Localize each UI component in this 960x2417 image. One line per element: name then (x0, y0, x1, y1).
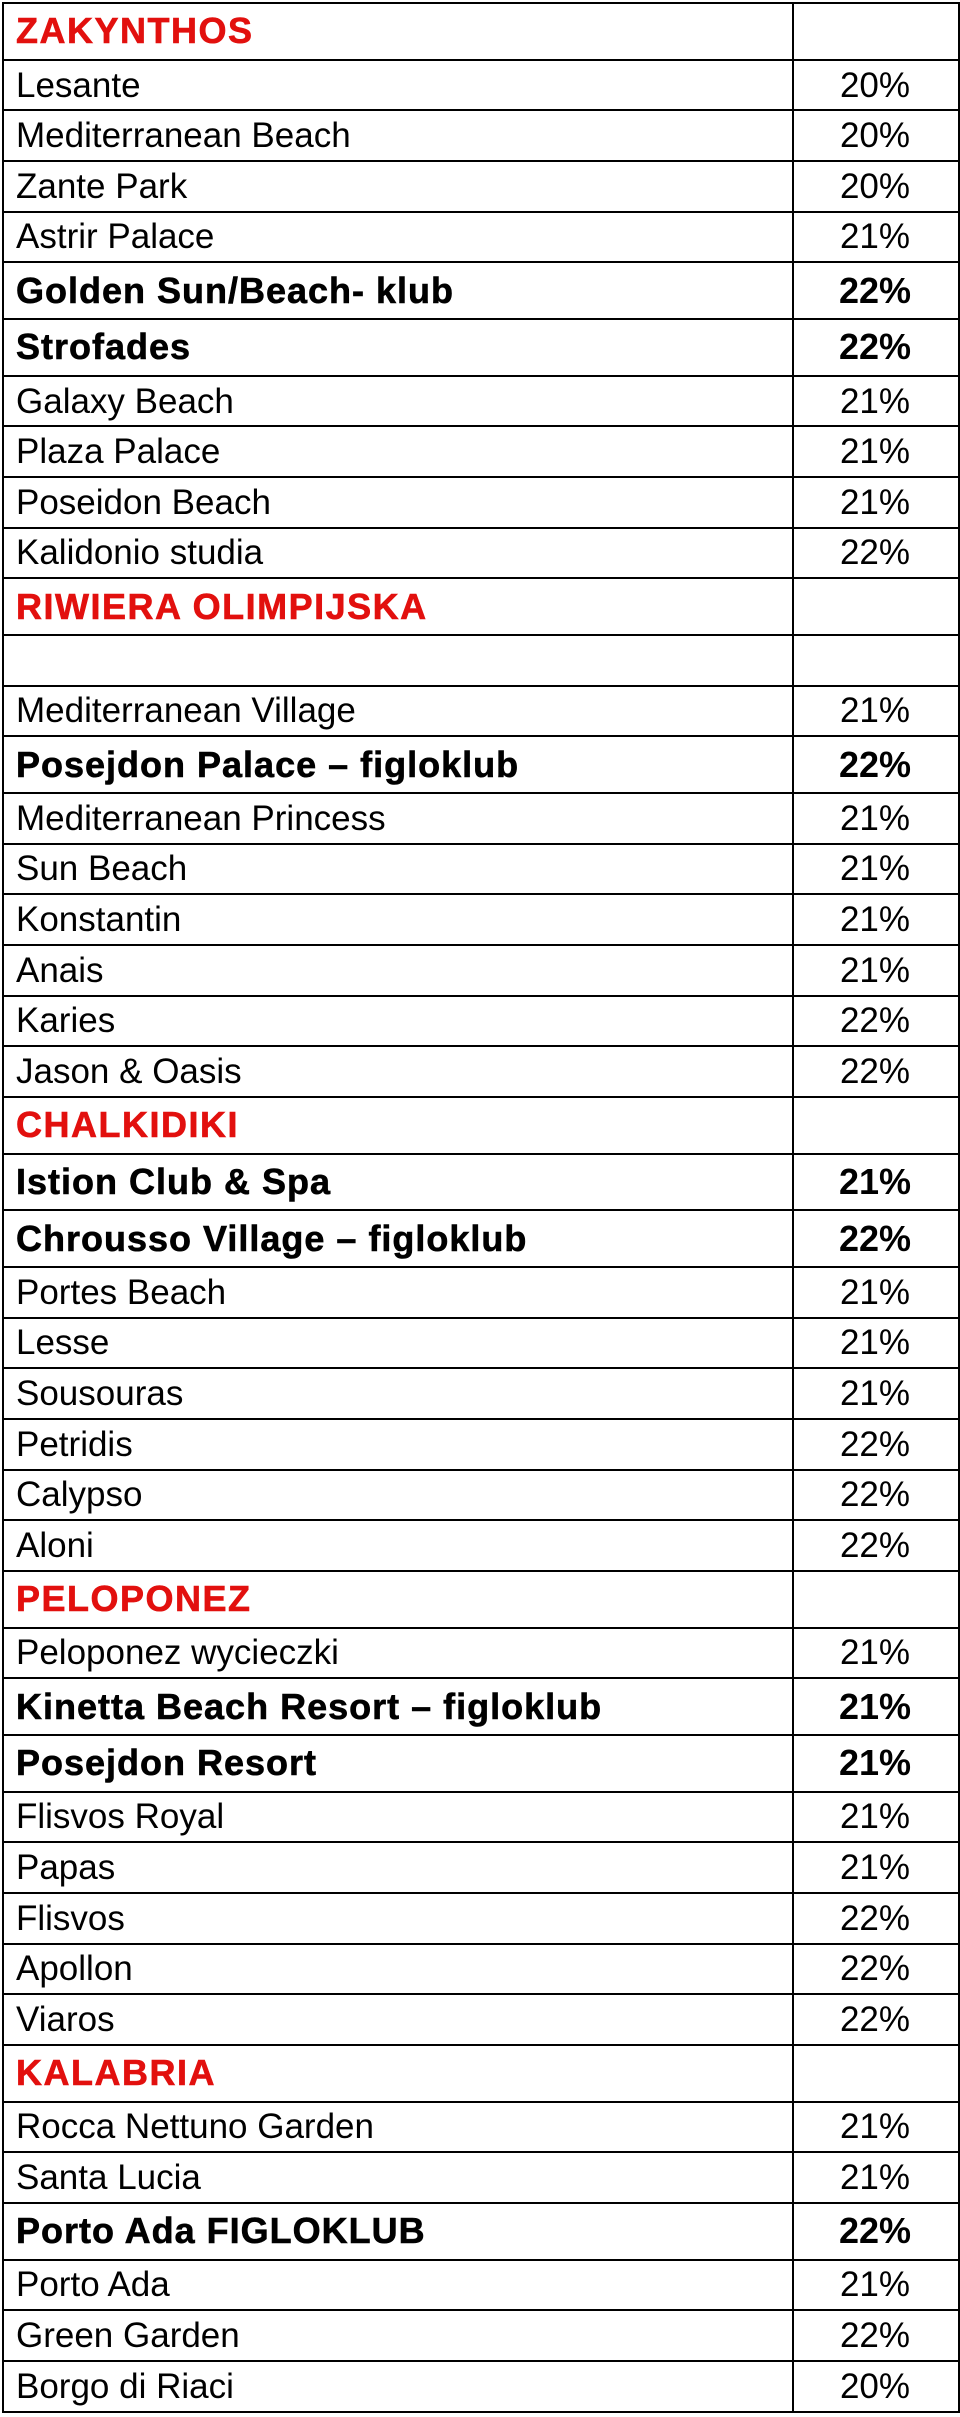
discount-value: 22% (793, 1046, 959, 1097)
discount-value: 21% (793, 2260, 959, 2311)
hotel-name: Sousouras (3, 1368, 793, 1419)
discount-value: 21% (793, 844, 959, 895)
discount-value: 22% (793, 2310, 959, 2361)
discount-value: 22% (793, 1520, 959, 1571)
discount-value: 21% (793, 1678, 959, 1735)
hotel-name: Porto Ada FIGLOKLUB (3, 2203, 793, 2260)
hotel-row (3, 793, 959, 844)
hotel-row (3, 844, 959, 895)
hotel-name: Zante Park (3, 161, 793, 212)
section-header-row-zakynthos (3, 3, 959, 60)
discount-value: 20% (793, 60, 959, 111)
hotel-row (3, 1210, 959, 1267)
hotel-row (3, 319, 959, 376)
hotel-name: Galaxy Beach (3, 376, 793, 427)
section-header-empty-cell (793, 1571, 959, 1628)
hotel-name: Flisvos Royal (3, 1792, 793, 1843)
hotel-row (3, 477, 959, 528)
hotel-name: Porto Ada (3, 2260, 793, 2311)
discount-value: 21% (793, 1792, 959, 1843)
discount-value: 22% (793, 1210, 959, 1267)
hotel-row (3, 2310, 959, 2361)
hotel-name: Mediterranean Village (3, 686, 793, 737)
discount-value: 22% (793, 319, 959, 376)
section-header-empty-cell (793, 1097, 959, 1154)
hotel-name: Strofades (3, 319, 793, 376)
hotel-row (3, 1792, 959, 1843)
hotel-row (3, 1368, 959, 1419)
hotel-name: Apollon (3, 1944, 793, 1995)
hotel-name: Jason & Oasis (3, 1046, 793, 1097)
section-header-row-riwiera-olimpijska (3, 578, 959, 635)
discount-value: 22% (793, 262, 959, 319)
discount-value: 21% (793, 1628, 959, 1679)
hotel-name: Flisvos (3, 1893, 793, 1944)
hotel-name: Karies (3, 996, 793, 1047)
section-title: KALABRIA (3, 2045, 793, 2102)
hotel-row (3, 1678, 959, 1735)
hotel-name: Viaros (3, 1994, 793, 2045)
discount-value: 20% (793, 161, 959, 212)
discount-value: 22% (793, 1893, 959, 1944)
hotel-row (3, 262, 959, 319)
discount-value: 21% (793, 1154, 959, 1211)
hotel-name: Posejdon Resort (3, 1735, 793, 1792)
section-title: RIWIERA OLIMPIJSKA (3, 578, 793, 635)
discount-value: 22% (793, 1419, 959, 1470)
discount-value: 21% (793, 212, 959, 263)
hotel-name: Papas (3, 1842, 793, 1893)
discount-value: 21% (793, 686, 959, 737)
hotel-row (3, 426, 959, 477)
hotel-name: Sun Beach (3, 844, 793, 895)
section-header-row-chalkidiki (3, 1097, 959, 1154)
hotel-name: Astrir Palace (3, 212, 793, 263)
hotel-row (3, 736, 959, 793)
hotel-row (3, 110, 959, 161)
hotel-name: Kinetta Beach Resort – figloklub (3, 1678, 793, 1735)
hotel-row (3, 1267, 959, 1318)
hotel-row (3, 1318, 959, 1369)
discount-value: 22% (793, 528, 959, 579)
hotel-row (3, 212, 959, 263)
hotel-name: Kalidonio studia (3, 528, 793, 579)
discount-value: 21% (793, 376, 959, 427)
hotel-name: Calypso (3, 1470, 793, 1521)
hotel-discount-table (2, 2, 960, 2413)
hotel-name: Borgo di Riaci (3, 2361, 793, 2412)
hotel-row (3, 1154, 959, 1211)
hotel-row (3, 1944, 959, 1995)
empty-cell (793, 635, 959, 686)
hotel-row (3, 2361, 959, 2412)
hotel-row (3, 376, 959, 427)
discount-value: 21% (793, 426, 959, 477)
hotel-row (3, 161, 959, 212)
hotel-row (3, 2102, 959, 2153)
section-header-row-kalabria (3, 2045, 959, 2102)
discount-value: 21% (793, 1368, 959, 1419)
discount-value: 22% (793, 1470, 959, 1521)
hotel-name: Lesse (3, 1318, 793, 1369)
empty-cell (3, 635, 793, 686)
hotel-row (3, 1735, 959, 1792)
discount-value: 21% (793, 1318, 959, 1369)
hotel-row (3, 1046, 959, 1097)
hotel-row (3, 686, 959, 737)
hotel-name: Mediterranean Princess (3, 793, 793, 844)
hotel-name: Green Garden (3, 2310, 793, 2361)
hotel-name: Posejdon Palace – figloklub (3, 736, 793, 793)
section-title: CHALKIDIKI (3, 1097, 793, 1154)
discount-value: 21% (793, 1842, 959, 1893)
hotel-name: Konstantin (3, 894, 793, 945)
hotel-name: Plaza Palace (3, 426, 793, 477)
hotel-name: Aloni (3, 1520, 793, 1571)
hotel-name: Istion Club & Spa (3, 1154, 793, 1211)
hotel-name: Rocca Nettuno Garden (3, 2102, 793, 2153)
hotel-row (3, 1419, 959, 1470)
blank-row (3, 635, 959, 686)
discount-value: 21% (793, 945, 959, 996)
section-header-empty-cell (793, 2045, 959, 2102)
hotel-row (3, 1893, 959, 1944)
section-header-empty-cell (793, 3, 959, 60)
hotel-row (3, 1842, 959, 1893)
discount-value: 22% (793, 1994, 959, 2045)
hotel-name: Portes Beach (3, 1267, 793, 1318)
hotel-row (3, 60, 959, 111)
discount-value: 22% (793, 736, 959, 793)
hotel-row (3, 996, 959, 1047)
discount-value: 21% (793, 793, 959, 844)
discount-value: 21% (793, 1735, 959, 1792)
discount-value: 20% (793, 2361, 959, 2412)
hotel-name: Petridis (3, 1419, 793, 1470)
hotel-name: Poseidon Beach (3, 477, 793, 528)
section-header-row-peloponez (3, 1571, 959, 1628)
hotel-name: Santa Lucia (3, 2152, 793, 2203)
hotel-name: Chrousso Village – figloklub (3, 1210, 793, 1267)
discount-value: 22% (793, 2203, 959, 2260)
hotel-row (3, 2152, 959, 2203)
hotel-name: Peloponez wycieczki (3, 1628, 793, 1679)
hotel-row (3, 1628, 959, 1679)
discount-value: 21% (793, 1267, 959, 1318)
hotel-row (3, 1520, 959, 1571)
discount-value: 21% (793, 894, 959, 945)
hotel-name: Mediterranean Beach (3, 110, 793, 161)
hotel-row (3, 1994, 959, 2045)
discount-value: 22% (793, 1944, 959, 1995)
section-header-empty-cell (793, 578, 959, 635)
section-title: ZAKYNTHOS (3, 3, 793, 60)
hotel-row (3, 945, 959, 996)
hotel-row (3, 528, 959, 579)
hotel-name: Golden Sun/Beach- klub (3, 262, 793, 319)
hotel-row (3, 2203, 959, 2260)
hotel-row (3, 2260, 959, 2311)
discount-value: 22% (793, 996, 959, 1047)
discount-value: 21% (793, 2152, 959, 2203)
discount-value: 21% (793, 2102, 959, 2153)
hotel-name: Lesante (3, 60, 793, 111)
hotel-row (3, 894, 959, 945)
hotel-name: Anais (3, 945, 793, 996)
section-title: PELOPONEZ (3, 1571, 793, 1628)
discount-value: 20% (793, 110, 959, 161)
hotel-row (3, 1470, 959, 1521)
discount-value: 21% (793, 477, 959, 528)
